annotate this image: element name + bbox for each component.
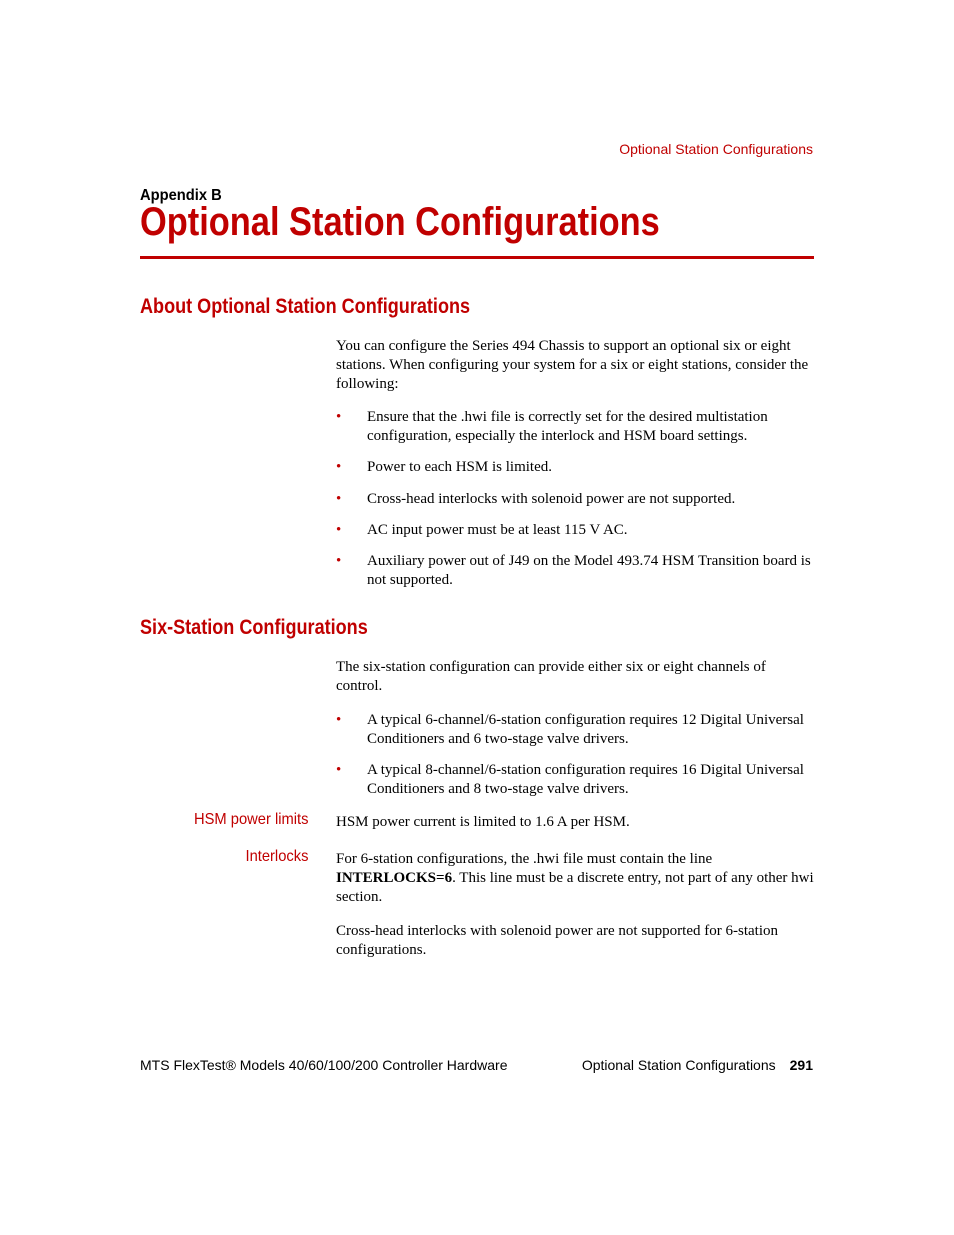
interlocks-paragraph-2: Cross-head interlocks with solenoid power are not supported for 6-station configurations.	[336, 923, 778, 958]
page-number: 291	[789, 1057, 813, 1073]
footer-section-title: Optional Station Configurations	[581, 1057, 776, 1073]
interlocks-config-line: INTERLOCKS=6	[336, 870, 453, 886]
interlocks-text-after: . This line must be a discrete entry, not part of any other hwi section.	[336, 870, 814, 905]
list-item	[336, 458, 814, 477]
bullet-icon: •	[336, 762, 342, 778]
bullet-icon: •	[336, 459, 342, 475]
running-head: Optional Station Configurations	[619, 141, 813, 157]
side-heading-interlocks	[245, 848, 308, 866]
hsm-power-limits-paragraph: HSM power current is limited to 1.6 A per HSM.	[336, 814, 630, 830]
list-item	[336, 761, 814, 799]
list-item-text: Ensure that the .hwi file is correctly set for the desired multistation configuration, especially the interlock and HSM board settings.	[367, 409, 768, 444]
list-item	[336, 711, 814, 749]
footer-right	[582, 1057, 813, 1073]
bullet-icon: •	[336, 712, 342, 728]
interlocks-paragraph	[336, 850, 814, 907]
list-item-text: AC input power must be at least 115 V AC.	[367, 522, 628, 538]
title-rule	[140, 256, 814, 259]
appendix-label: Appendix B	[140, 187, 222, 204]
about-intro-paragraph: You can configure the Series 494 Chassis to support an optional six or eight stations. When configuring your system for a six or eight stations, consider the following:	[336, 338, 809, 392]
side-heading-interlocks-label: Interlocks	[245, 848, 308, 865]
about-bullet-list	[336, 408, 814, 590]
six-station-bullet-list	[336, 711, 814, 799]
bullet-icon: •	[336, 409, 342, 425]
list-item	[336, 408, 814, 446]
section-heading-six-station: Six-Station Configurations	[140, 616, 368, 639]
section-heading-about: About Optional Station Configurations	[140, 295, 471, 318]
bullet-icon: •	[336, 522, 342, 538]
list-item-text: Power to each HSM is limited.	[367, 459, 552, 475]
list-item-text: Cross-head interlocks with solenoid power are not supported.	[367, 491, 736, 507]
list-item-text: A typical 8-channel/6-station configuration requires 16 Digital Universal Conditioners and 8 two-stage valve drivers.	[367, 762, 804, 797]
side-heading-hsm-power-limits: HSM power limits	[193, 811, 308, 828]
footer-product-title: MTS FlexTest® Models 40/60/100/200 Controller Hardware	[140, 1057, 508, 1073]
bullet-icon: •	[336, 553, 342, 569]
chapter-title: Optional Station Configurations	[140, 200, 660, 244]
list-item-text: Auxiliary power out of J49 on the Model 493.74 HSM Transition board is not supported.	[367, 553, 811, 588]
list-item-text: A typical 6-channel/6-station configuration requires 12 Digital Universal Conditioners and 6 two-stage valve drivers.	[367, 712, 804, 747]
bullet-icon: •	[336, 491, 342, 507]
six-station-intro-paragraph: The six-station configuration can provide either six or eight channels of control.	[336, 659, 766, 694]
list-item	[336, 521, 814, 540]
list-item	[336, 490, 814, 509]
list-item	[336, 552, 814, 590]
interlocks-text-before: For 6-station configurations, the .hwi file must contain the line	[336, 851, 713, 867]
